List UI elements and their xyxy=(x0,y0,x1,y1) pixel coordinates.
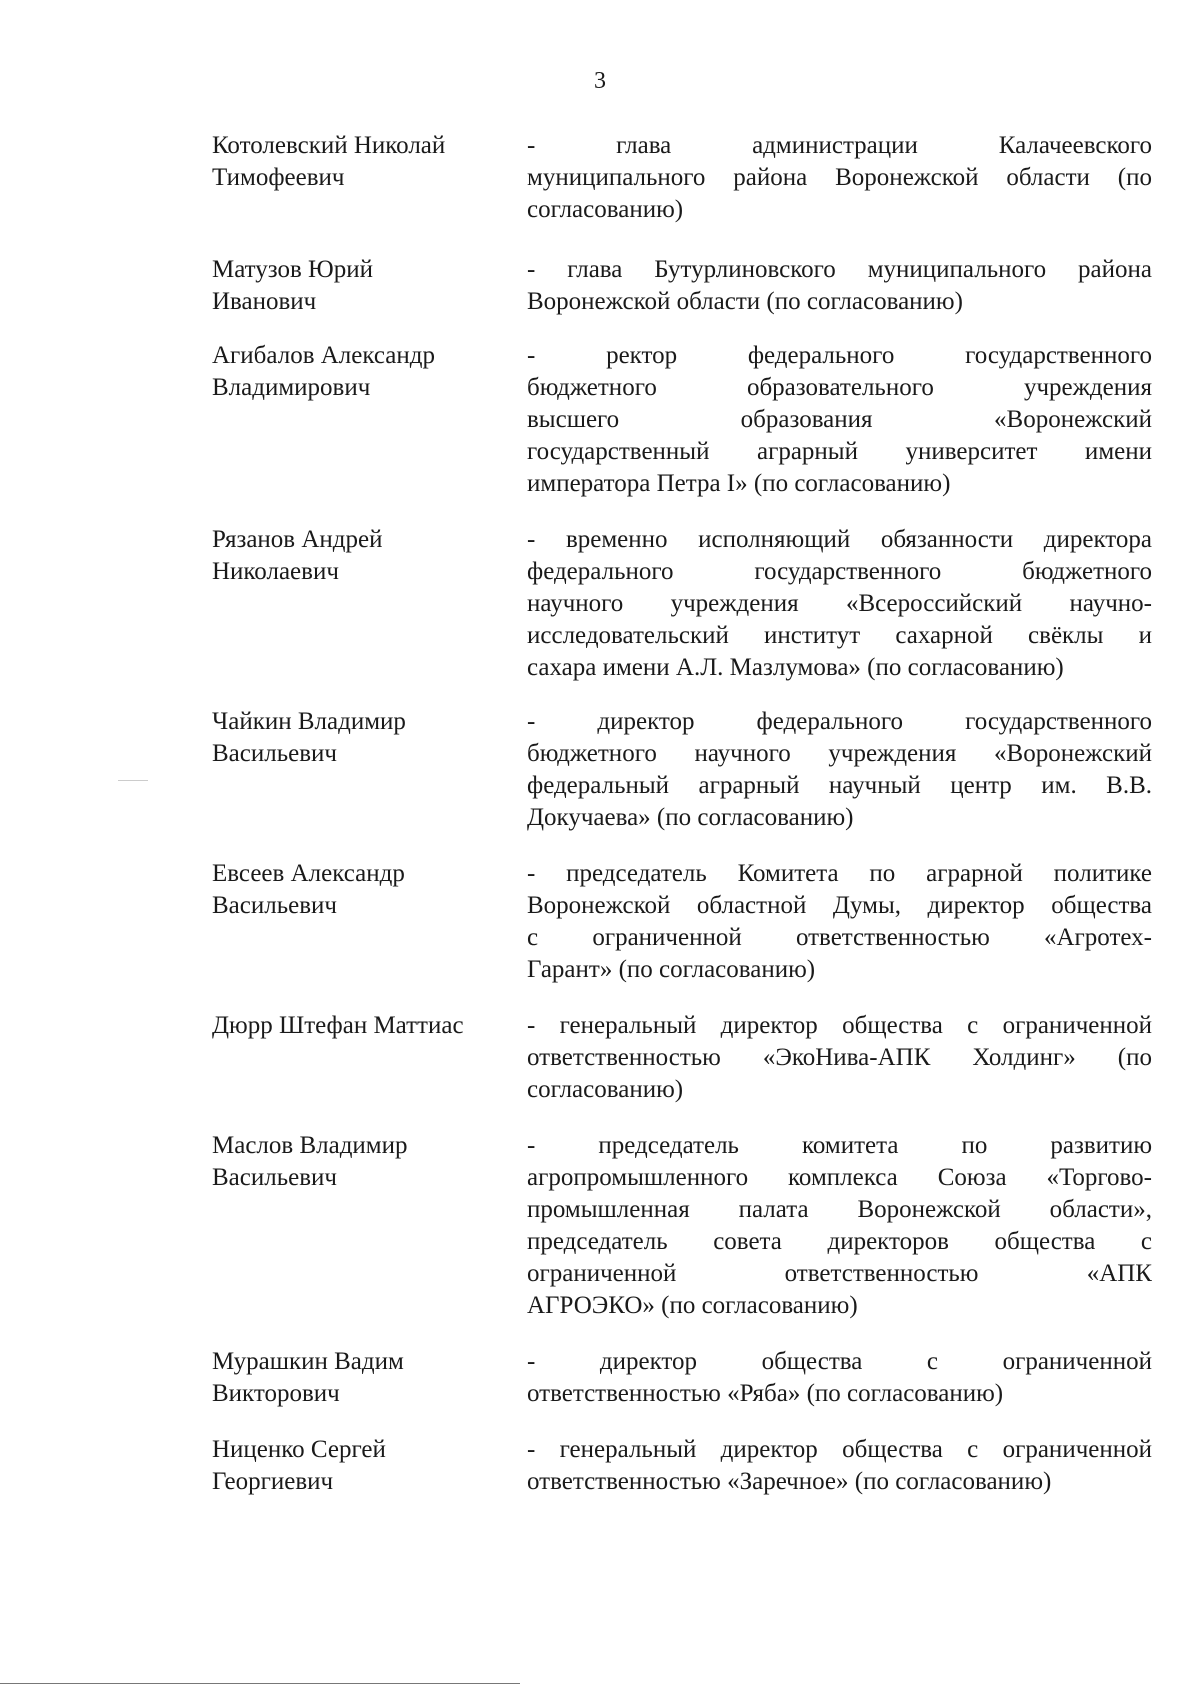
member-name-line: Котолевский Николай xyxy=(212,132,446,159)
member-name-line: Тимофеевич xyxy=(212,164,345,191)
member-position-line: с ограниченной ответственностью «Агротех- xyxy=(527,924,1152,951)
member-name-line: Ниценко Сергей xyxy=(212,1436,386,1463)
member-entry xyxy=(212,858,1152,986)
member-position-line: - ректор федерального государственного xyxy=(527,342,1152,369)
member-name xyxy=(212,254,527,318)
member-list xyxy=(212,130,1152,1498)
member-position-line: научного учреждения «Всероссийский научно- xyxy=(527,590,1152,617)
member-position-line: промышленная палата Воронежской области», xyxy=(527,1196,1152,1223)
member-position-line: согласованию) xyxy=(527,196,684,223)
member-position-line: - директор общества с ограниченной xyxy=(527,1348,1152,1375)
member-name xyxy=(212,1434,527,1498)
member-name-line: Георгиевич xyxy=(212,1468,334,1495)
member-name-line: Викторович xyxy=(212,1380,340,1407)
member-position-line: ограниченной ответственностью «АПК xyxy=(527,1260,1152,1287)
member-name-line: Мурашкин Вадим xyxy=(212,1348,404,1375)
member-position-line: бюджетного научного учреждения «Воронежский xyxy=(527,740,1152,767)
member-position-line: государственный аграрный университет имени xyxy=(527,438,1152,465)
member-position-line: - директор федерального государственного xyxy=(527,708,1152,735)
member-name-line: Иванович xyxy=(212,288,317,315)
member-entry xyxy=(212,340,1152,500)
member-position-line: Воронежской области (по согласованию) xyxy=(527,288,963,315)
member-position-line: ответственностью «ЭкоНива-АПК Холдинг» (по xyxy=(527,1044,1152,1071)
member-position xyxy=(527,1010,1152,1106)
member-entry xyxy=(212,1130,1152,1322)
member-position-line: Воронежской областной Думы, директор общества xyxy=(527,892,1152,919)
member-name xyxy=(212,1010,527,1106)
member-position xyxy=(527,706,1152,834)
member-position-line: Докучаева» (по согласованию) xyxy=(527,804,854,831)
member-position-line: бюджетного образовательного учреждения xyxy=(527,374,1152,401)
member-name-line: Чайкин Владимир xyxy=(212,708,406,735)
member-position xyxy=(527,524,1152,684)
member-entry xyxy=(212,706,1152,834)
member-name xyxy=(212,340,527,500)
member-position-line: федеральный аграрный научный центр им. В.В. xyxy=(527,772,1152,799)
member-position-line: федерального государственного бюджетного xyxy=(527,558,1152,585)
member-name-line: Рязанов Андрей xyxy=(212,526,383,553)
member-position-line: - глава Бутурлиновского муниципального района xyxy=(527,256,1152,283)
member-position-line: - временно исполняющий обязанности директора xyxy=(527,526,1152,553)
member-name xyxy=(212,1130,527,1322)
member-position xyxy=(527,1130,1152,1322)
member-position-line: муниципального района Воронежской области (по xyxy=(527,164,1152,191)
member-name xyxy=(212,130,527,226)
member-position-line: Гарант» (по согласованию) xyxy=(527,956,816,983)
member-position-line: агропромышленного комплекса Союза «Торгово- xyxy=(527,1164,1152,1191)
member-name xyxy=(212,524,527,684)
member-position xyxy=(527,254,1152,318)
member-name-line: Матузов Юрий xyxy=(212,256,374,283)
member-position-line: - генеральный директор общества с ограниченной xyxy=(527,1436,1152,1463)
member-position-line: ответственностью «Ряба» (по согласованию) xyxy=(527,1380,1004,1407)
margin-mark xyxy=(118,780,148,781)
member-name xyxy=(212,858,527,986)
member-position xyxy=(527,1434,1152,1498)
member-position xyxy=(527,1346,1152,1410)
member-name-line: Васильевич xyxy=(212,1164,337,1191)
member-name-line: Евсеев Александр xyxy=(212,860,405,887)
member-position-line: председатель совета директоров общества с xyxy=(527,1228,1152,1255)
member-position xyxy=(527,858,1152,986)
member-name xyxy=(212,1346,527,1410)
member-name-line: Дюрр Штефан Маттиас xyxy=(212,1012,464,1039)
member-position-line: исследовательский институт сахарной свёклы и xyxy=(527,622,1152,649)
member-name-line: Агибалов Александр xyxy=(212,342,435,369)
member-entry xyxy=(212,254,1152,318)
member-position-line: - председатель Комитета по аграрной политике xyxy=(527,860,1152,887)
member-name-line: Владимирович xyxy=(212,374,371,401)
member-position-line: ответственностью «Заречное» (по согласованию) xyxy=(527,1468,1052,1495)
member-position xyxy=(527,130,1152,226)
member-entry xyxy=(212,524,1152,684)
member-position xyxy=(527,340,1152,500)
member-name-line: Николаевич xyxy=(212,558,339,585)
member-name-line: Васильевич xyxy=(212,892,337,919)
member-entry xyxy=(212,1346,1152,1410)
member-position-line: - глава администрации Калачеевского xyxy=(527,132,1152,159)
bottom-rule xyxy=(0,1683,520,1684)
member-entry xyxy=(212,1010,1152,1106)
member-position-line: - председатель комитета по развитию xyxy=(527,1132,1152,1159)
member-position-line: согласованию) xyxy=(527,1076,684,1103)
member-position-line: АГРОЭКО» (по согласованию) xyxy=(527,1292,858,1319)
member-name-line: Маслов Владимир xyxy=(212,1132,408,1159)
member-name xyxy=(212,706,527,834)
member-entry xyxy=(212,130,1152,226)
page-number: 3 xyxy=(594,68,606,94)
member-position-line: сахара имени А.Л. Мазлумова» (по согласованию) xyxy=(527,654,1064,681)
member-entry xyxy=(212,1434,1152,1498)
member-position-line: императора Петра I» (по согласованию) xyxy=(527,470,951,497)
member-position-line: - генеральный директор общества с ограниченной xyxy=(527,1012,1152,1039)
member-name-line: Васильевич xyxy=(212,740,337,767)
member-position-line: высшего образования «Воронежский xyxy=(527,406,1152,433)
